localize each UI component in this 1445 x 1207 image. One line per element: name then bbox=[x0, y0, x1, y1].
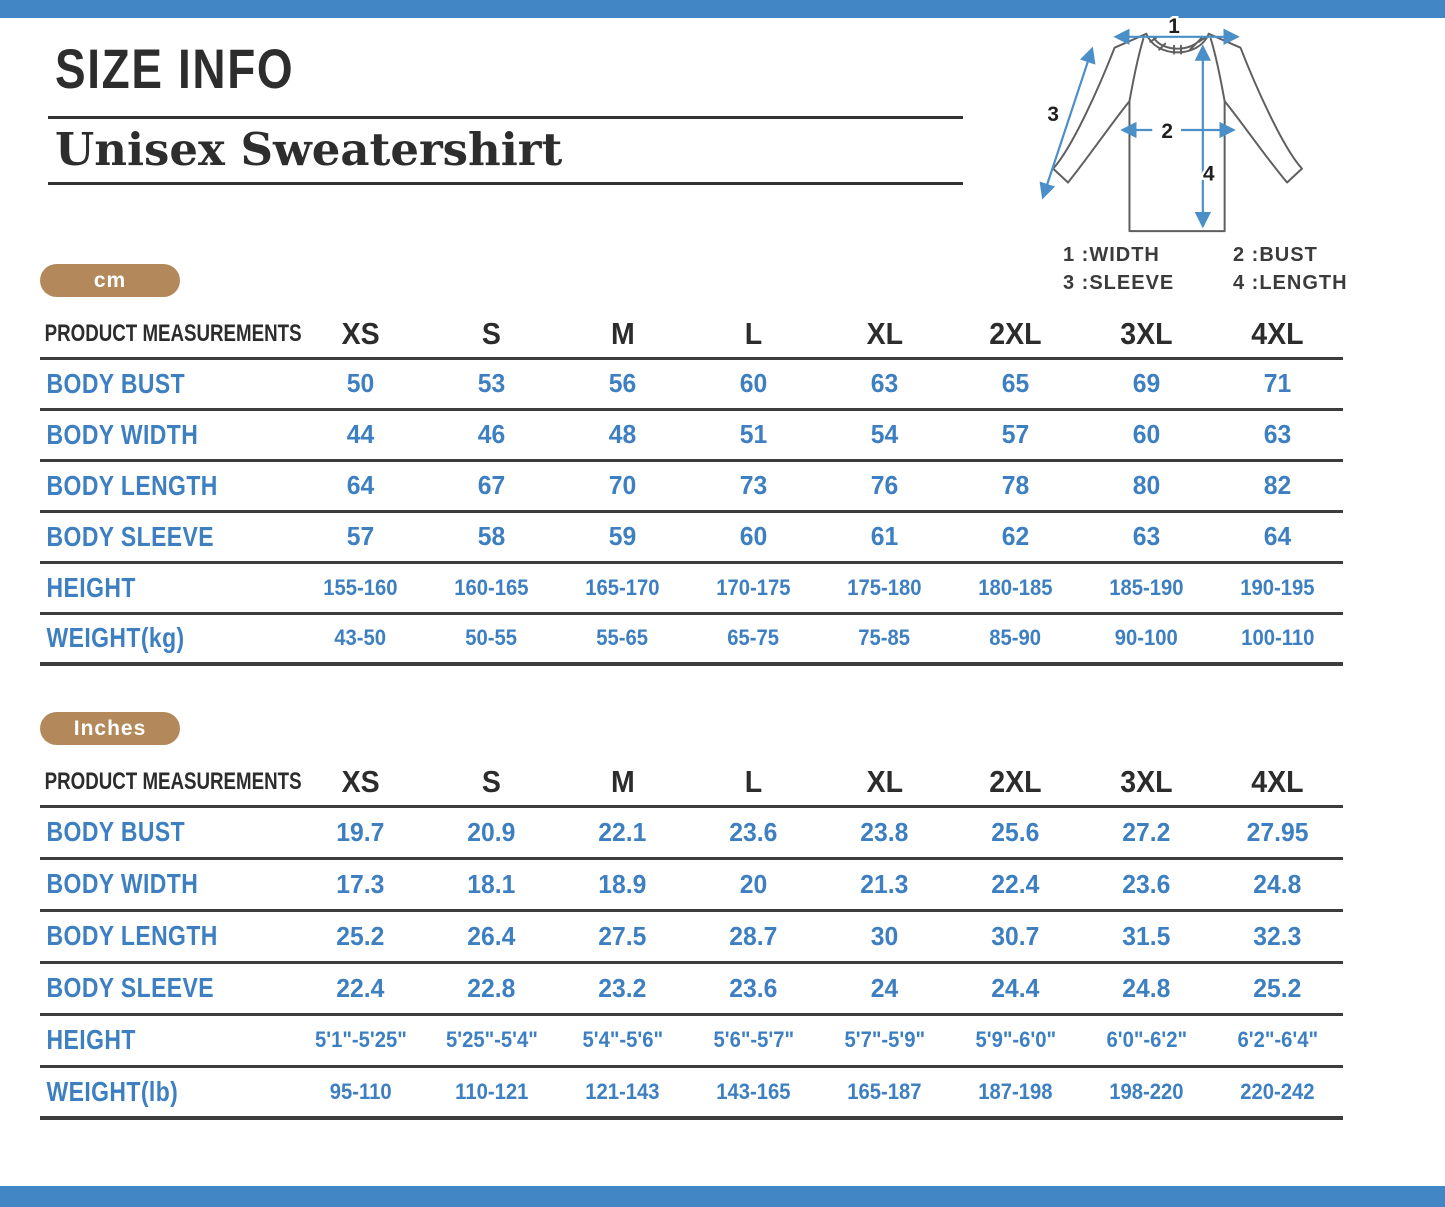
size-value-text: 165-187 bbox=[847, 1078, 922, 1104]
size-value-cell bbox=[1081, 806, 1212, 858]
size-value-text: 64 bbox=[346, 470, 375, 500]
size-value-text: 23.6 bbox=[1122, 868, 1171, 899]
measurements-header bbox=[40, 760, 302, 806]
size-value-text: 64 bbox=[1263, 521, 1292, 551]
measurement-row-label bbox=[40, 409, 295, 460]
size-value-cell bbox=[950, 511, 1081, 562]
size-value-text: 24.4 bbox=[991, 972, 1040, 1003]
size-header-row bbox=[40, 312, 1343, 358]
size-value-text: 67 bbox=[477, 470, 506, 500]
size-value-text: 25.6 bbox=[991, 816, 1040, 847]
size-value-text: 55-65 bbox=[596, 625, 649, 651]
size-value-text: 5'6"-5'7" bbox=[713, 1027, 794, 1052]
product-subtitle: Unisex Sweatershirt bbox=[55, 123, 563, 176]
size-value-text: 53 bbox=[477, 368, 506, 398]
measurement-row-label bbox=[40, 1066, 295, 1118]
size-value-text: 6'2"-6'4" bbox=[1237, 1027, 1318, 1052]
size-value-cell bbox=[819, 858, 950, 910]
size-value-cell bbox=[688, 1066, 819, 1118]
size-value-cell bbox=[426, 562, 557, 613]
size-value-cell bbox=[1081, 511, 1212, 562]
size-table-inches bbox=[40, 760, 1343, 1120]
table-row bbox=[40, 806, 1343, 858]
mark-bust: 2 bbox=[1161, 119, 1173, 143]
size-value-text: 5'1"-5'25" bbox=[314, 1027, 407, 1052]
size-header-label: XS bbox=[341, 316, 380, 352]
size-value-cell bbox=[295, 409, 426, 460]
size-value-text: 6'0"-6'2" bbox=[1106, 1027, 1187, 1052]
size-value-text: 25.2 bbox=[1253, 972, 1302, 1003]
size-value-text: 60 bbox=[739, 521, 768, 551]
size-value-text: 30.7 bbox=[991, 920, 1040, 951]
size-header-label: S bbox=[481, 764, 502, 800]
size-value-cell bbox=[950, 1066, 1081, 1118]
row-label-text: BODY WIDTH bbox=[46, 868, 199, 899]
size-header-label: 2XL bbox=[989, 316, 1042, 352]
size-header-s bbox=[426, 312, 557, 358]
table-row bbox=[40, 613, 1343, 664]
size-value-text: 73 bbox=[739, 470, 768, 500]
size-value-cell bbox=[1212, 962, 1343, 1014]
measurement-row-label bbox=[40, 460, 295, 511]
row-label-text: BODY BUST bbox=[46, 816, 186, 847]
size-header-4xl bbox=[1212, 312, 1343, 358]
sweatshirt-outline-icon bbox=[1053, 34, 1302, 231]
size-value-cell bbox=[557, 962, 688, 1014]
size-value-text: 24.8 bbox=[1122, 972, 1171, 1003]
size-value-cell bbox=[1081, 409, 1212, 460]
size-value-text: 187-198 bbox=[978, 1078, 1053, 1104]
size-value-cell bbox=[426, 460, 557, 511]
size-value-cell bbox=[1081, 1066, 1212, 1118]
row-label-text: HEIGHT bbox=[46, 571, 136, 603]
size-value-text: 185-190 bbox=[1109, 574, 1184, 600]
measurements-header-label: PRODUCT MEASUREMENTS bbox=[44, 320, 302, 348]
size-value-text: 18.9 bbox=[598, 868, 647, 899]
size-value-cell bbox=[1081, 1014, 1212, 1066]
size-value-text: 5'7"-5'9" bbox=[844, 1027, 925, 1052]
size-value-text: 54 bbox=[870, 419, 899, 449]
size-value-text: 27.2 bbox=[1122, 816, 1171, 847]
size-value-text: 76 bbox=[870, 470, 899, 500]
size-header-3xl bbox=[1081, 312, 1212, 358]
size-header-xs bbox=[295, 312, 426, 358]
size-value-text: 5'25"-5'4" bbox=[445, 1027, 538, 1052]
size-value-text: 56 bbox=[608, 368, 637, 398]
size-value-cell bbox=[819, 358, 950, 409]
size-value-text: 27.95 bbox=[1246, 816, 1309, 847]
size-value-cell bbox=[557, 910, 688, 962]
table-row bbox=[40, 1014, 1343, 1066]
row-label-text: BODY SLEEVE bbox=[46, 520, 214, 552]
size-value-cell bbox=[426, 1014, 557, 1066]
size-value-text: 70 bbox=[608, 470, 637, 500]
mark-sleeve: 3 bbox=[1047, 103, 1059, 127]
bottom-accent-bar bbox=[0, 1186, 1445, 1207]
unit-badge-inches: Inches bbox=[40, 712, 180, 745]
size-value-text: 220-242 bbox=[1240, 1078, 1315, 1104]
size-value-text: 63 bbox=[1132, 521, 1161, 551]
row-label-text: BODY WIDTH bbox=[46, 418, 199, 450]
sweatshirt-drawing bbox=[1028, 12, 1338, 242]
size-value-text: 32.3 bbox=[1253, 920, 1302, 951]
size-value-cell bbox=[295, 858, 426, 910]
size-value-cell bbox=[950, 910, 1081, 962]
measurement-row-label bbox=[40, 806, 295, 858]
size-value-text: 31.5 bbox=[1122, 920, 1171, 951]
row-label-text: BODY LENGTH bbox=[46, 469, 218, 501]
size-value-cell bbox=[688, 858, 819, 910]
size-value-cell bbox=[557, 1014, 688, 1066]
legend-item-bust: 2 :BUST bbox=[1233, 244, 1318, 266]
measurements-header bbox=[40, 312, 302, 358]
measurement-row-label bbox=[40, 1014, 295, 1066]
size-value-cell bbox=[1081, 962, 1212, 1014]
size-value-text: 65-75 bbox=[727, 625, 780, 651]
measurement-row-label bbox=[40, 858, 295, 910]
table-row bbox=[40, 1066, 1343, 1118]
size-header-3xl bbox=[1081, 760, 1212, 806]
size-value-text: 165-170 bbox=[585, 574, 660, 600]
size-value-text: 20.9 bbox=[467, 816, 516, 847]
size-value-cell bbox=[819, 962, 950, 1014]
size-value-cell bbox=[557, 358, 688, 409]
size-value-cell bbox=[1081, 460, 1212, 511]
subtitle-block bbox=[48, 116, 963, 185]
size-value-text: 22.1 bbox=[598, 816, 647, 847]
size-value-text: 43-50 bbox=[334, 625, 387, 651]
table-row bbox=[40, 910, 1343, 962]
size-value-cell bbox=[557, 1066, 688, 1118]
measurement-row-label bbox=[40, 613, 295, 664]
size-header-label: S bbox=[481, 316, 502, 352]
legend-item-width: 1 :WIDTH bbox=[1063, 244, 1160, 266]
size-value-text: 24.8 bbox=[1253, 868, 1302, 899]
inches-size-section bbox=[40, 712, 1343, 1120]
size-header-label: 3XL bbox=[1120, 316, 1173, 352]
size-value-cell bbox=[819, 409, 950, 460]
cm-size-section bbox=[40, 264, 1343, 666]
mark-length: 4 bbox=[1202, 162, 1215, 186]
row-label-text: WEIGHT(kg) bbox=[46, 622, 185, 654]
size-value-text: 143-165 bbox=[716, 1078, 791, 1104]
size-value-cell bbox=[950, 613, 1081, 664]
size-header-label: M bbox=[610, 316, 635, 352]
row-label-text: BODY SLEEVE bbox=[46, 972, 214, 1003]
size-value-cell bbox=[688, 1014, 819, 1066]
size-header-label: XL bbox=[866, 764, 903, 800]
size-value-text: 5'9"-6'0" bbox=[975, 1027, 1056, 1052]
size-header-4xl bbox=[1212, 760, 1343, 806]
size-value-text: 18.1 bbox=[467, 868, 516, 899]
size-value-text: 63 bbox=[870, 368, 899, 398]
table-row bbox=[40, 409, 1343, 460]
size-value-text: 155-160 bbox=[323, 574, 398, 600]
row-label-text: HEIGHT bbox=[46, 1024, 136, 1055]
size-value-text: 21.3 bbox=[860, 868, 909, 899]
size-value-cell bbox=[819, 613, 950, 664]
size-value-text: 65 bbox=[1001, 368, 1030, 398]
size-value-cell bbox=[950, 358, 1081, 409]
size-value-text: 19.7 bbox=[336, 816, 385, 847]
size-header-m bbox=[557, 760, 688, 806]
size-header-label: 4XL bbox=[1251, 316, 1304, 352]
size-value-text: 60 bbox=[739, 368, 768, 398]
size-value-text: 59 bbox=[608, 521, 637, 551]
size-value-cell bbox=[1212, 806, 1343, 858]
size-value-cell bbox=[950, 858, 1081, 910]
size-header-label: 3XL bbox=[1120, 764, 1173, 800]
size-value-cell bbox=[819, 910, 950, 962]
size-value-cell bbox=[950, 806, 1081, 858]
size-value-text: 23.8 bbox=[860, 816, 909, 847]
size-value-cell bbox=[688, 910, 819, 962]
size-value-cell bbox=[295, 613, 426, 664]
size-value-text: 22.8 bbox=[467, 972, 516, 1003]
size-value-text: 27.5 bbox=[598, 920, 647, 951]
size-value-text: 58 bbox=[477, 521, 506, 551]
size-header-label: XS bbox=[341, 764, 380, 800]
size-value-cell bbox=[295, 806, 426, 858]
size-value-text: 44 bbox=[346, 419, 375, 449]
size-value-text: 50-55 bbox=[465, 625, 518, 651]
size-value-cell bbox=[426, 409, 557, 460]
size-value-cell bbox=[426, 806, 557, 858]
legend-item-sleeve: 3 :SLEEVE bbox=[1063, 272, 1175, 294]
table-row bbox=[40, 858, 1343, 910]
size-value-text: 24 bbox=[870, 972, 899, 1003]
size-value-cell bbox=[557, 511, 688, 562]
size-header-l bbox=[688, 760, 819, 806]
table-row bbox=[40, 962, 1343, 1014]
table-row bbox=[40, 511, 1343, 562]
size-value-text: 121-143 bbox=[585, 1078, 660, 1104]
size-value-text: 30 bbox=[870, 920, 899, 951]
size-value-text: 57 bbox=[346, 521, 375, 551]
mark-width: 1 bbox=[1168, 14, 1180, 38]
size-value-cell bbox=[557, 460, 688, 511]
size-value-text: 100-110 bbox=[1240, 625, 1315, 651]
size-value-text: 46 bbox=[477, 419, 506, 449]
size-value-cell bbox=[1081, 358, 1212, 409]
size-value-cell bbox=[819, 806, 950, 858]
size-value-cell bbox=[426, 910, 557, 962]
size-value-cell bbox=[688, 409, 819, 460]
size-value-cell bbox=[950, 460, 1081, 511]
size-value-text: 190-195 bbox=[1240, 574, 1315, 600]
size-header-m bbox=[557, 312, 688, 358]
size-value-text: 26.4 bbox=[467, 920, 516, 951]
size-value-cell bbox=[1081, 910, 1212, 962]
size-value-text: 110-121 bbox=[454, 1078, 529, 1104]
size-value-cell bbox=[950, 962, 1081, 1014]
size-value-text: 22.4 bbox=[991, 868, 1040, 899]
size-value-text: 80 bbox=[1132, 470, 1161, 500]
size-header-l bbox=[688, 312, 819, 358]
size-value-text: 198-220 bbox=[1109, 1078, 1184, 1104]
size-header-2xl bbox=[950, 312, 1081, 358]
table-row bbox=[40, 562, 1343, 613]
size-value-cell bbox=[295, 358, 426, 409]
size-value-text: 90-100 bbox=[1114, 625, 1179, 651]
size-header-label: 2XL bbox=[989, 764, 1042, 800]
size-value-cell bbox=[688, 962, 819, 1014]
size-value-cell bbox=[1212, 409, 1343, 460]
size-value-cell bbox=[1212, 358, 1343, 409]
measure-arrows bbox=[1043, 37, 1236, 225]
size-header-label: L bbox=[744, 764, 763, 800]
measurement-row-label bbox=[40, 358, 295, 409]
size-value-cell bbox=[295, 511, 426, 562]
size-value-cell bbox=[1212, 511, 1343, 562]
size-header-xl bbox=[819, 760, 950, 806]
size-value-cell bbox=[1212, 858, 1343, 910]
size-value-text: 85-90 bbox=[989, 625, 1042, 651]
size-value-text: 23.6 bbox=[729, 816, 778, 847]
size-value-cell bbox=[426, 962, 557, 1014]
size-value-text: 25.2 bbox=[336, 920, 385, 951]
size-value-cell bbox=[295, 1014, 426, 1066]
size-value-cell bbox=[688, 460, 819, 511]
size-value-cell bbox=[295, 562, 426, 613]
size-value-text: 78 bbox=[1001, 470, 1030, 500]
size-value-cell bbox=[819, 562, 950, 613]
size-value-cell bbox=[1212, 1014, 1343, 1066]
measurement-row-label bbox=[40, 511, 295, 562]
size-value-cell bbox=[295, 1066, 426, 1118]
measurement-row-label bbox=[40, 562, 295, 613]
size-value-cell bbox=[426, 1066, 557, 1118]
size-value-text: 160-165 bbox=[454, 574, 529, 600]
size-value-cell bbox=[295, 910, 426, 962]
size-header-label: 4XL bbox=[1251, 764, 1304, 800]
size-value-cell bbox=[557, 409, 688, 460]
size-value-cell bbox=[688, 358, 819, 409]
size-value-text: 71 bbox=[1263, 368, 1292, 398]
size-value-cell bbox=[819, 460, 950, 511]
size-value-cell bbox=[295, 460, 426, 511]
size-table-cm bbox=[40, 312, 1343, 666]
measurement-row-label bbox=[40, 962, 295, 1014]
size-value-cell bbox=[1212, 910, 1343, 962]
size-header-xl bbox=[819, 312, 950, 358]
size-value-cell bbox=[1081, 613, 1212, 664]
size-value-text: 75-85 bbox=[858, 625, 911, 651]
size-value-text: 51 bbox=[739, 419, 768, 449]
page-title: SIZE INFO bbox=[55, 37, 295, 100]
size-value-cell bbox=[426, 858, 557, 910]
sweatshirt-diagram bbox=[1028, 12, 1358, 294]
size-value-cell bbox=[1212, 1066, 1343, 1118]
table-row bbox=[40, 460, 1343, 511]
size-value-cell bbox=[426, 358, 557, 409]
row-label-text: WEIGHT(lb) bbox=[46, 1075, 179, 1107]
size-value-cell bbox=[1212, 562, 1343, 613]
size-value-cell bbox=[950, 562, 1081, 613]
size-header-label: L bbox=[744, 316, 763, 352]
measurements-header-label: PRODUCT MEASUREMENTS bbox=[44, 768, 302, 796]
size-header-s bbox=[426, 760, 557, 806]
size-value-cell bbox=[950, 409, 1081, 460]
measurement-row-label bbox=[40, 910, 295, 962]
size-value-text: 170-175 bbox=[716, 574, 791, 600]
size-value-cell bbox=[426, 511, 557, 562]
size-value-cell bbox=[688, 613, 819, 664]
size-value-cell bbox=[557, 562, 688, 613]
size-value-text: 20 bbox=[739, 868, 768, 899]
size-header-label: M bbox=[610, 764, 635, 800]
size-value-text: 5'4"-5'6" bbox=[582, 1027, 663, 1052]
size-value-cell bbox=[1081, 562, 1212, 613]
size-value-cell bbox=[557, 613, 688, 664]
size-value-text: 50 bbox=[346, 368, 375, 398]
row-label-text: BODY BUST bbox=[46, 367, 186, 399]
size-value-cell bbox=[950, 1014, 1081, 1066]
size-header-row bbox=[40, 760, 1343, 806]
unit-badge-cm: cm bbox=[40, 264, 180, 297]
size-value-text: 60 bbox=[1132, 419, 1161, 449]
size-value-text: 48 bbox=[608, 419, 637, 449]
size-value-cell bbox=[819, 1066, 950, 1118]
size-value-cell bbox=[1212, 613, 1343, 664]
size-value-text: 82 bbox=[1263, 470, 1292, 500]
size-value-text: 175-180 bbox=[847, 574, 922, 600]
size-value-text: 57 bbox=[1001, 419, 1030, 449]
size-header-xs bbox=[295, 760, 426, 806]
size-value-cell bbox=[557, 806, 688, 858]
size-value-text: 62 bbox=[1001, 521, 1030, 551]
size-value-cell bbox=[557, 858, 688, 910]
row-label-text: BODY LENGTH bbox=[46, 920, 218, 951]
table-row bbox=[40, 358, 1343, 409]
size-value-text: 69 bbox=[1132, 368, 1161, 398]
size-value-cell bbox=[688, 511, 819, 562]
size-value-text: 95-110 bbox=[329, 1078, 392, 1104]
size-value-text: 63 bbox=[1263, 419, 1292, 449]
size-value-cell bbox=[688, 806, 819, 858]
size-value-cell bbox=[295, 962, 426, 1014]
size-header-2xl bbox=[950, 760, 1081, 806]
size-value-cell bbox=[688, 562, 819, 613]
size-value-text: 17.3 bbox=[336, 868, 385, 899]
size-value-text: 22.4 bbox=[336, 972, 385, 1003]
size-value-cell bbox=[1081, 858, 1212, 910]
size-header-label: XL bbox=[866, 316, 903, 352]
size-value-cell bbox=[426, 613, 557, 664]
legend-item-length: 4 :LENGTH bbox=[1233, 272, 1348, 294]
size-value-text: 180-185 bbox=[978, 574, 1053, 600]
size-value-text: 23.6 bbox=[729, 972, 778, 1003]
size-value-text: 28.7 bbox=[729, 920, 778, 951]
size-value-text: 23.2 bbox=[598, 972, 647, 1003]
size-value-cell bbox=[819, 511, 950, 562]
size-value-text: 61 bbox=[870, 521, 899, 551]
size-value-cell bbox=[1212, 460, 1343, 511]
size-value-cell bbox=[819, 1014, 950, 1066]
